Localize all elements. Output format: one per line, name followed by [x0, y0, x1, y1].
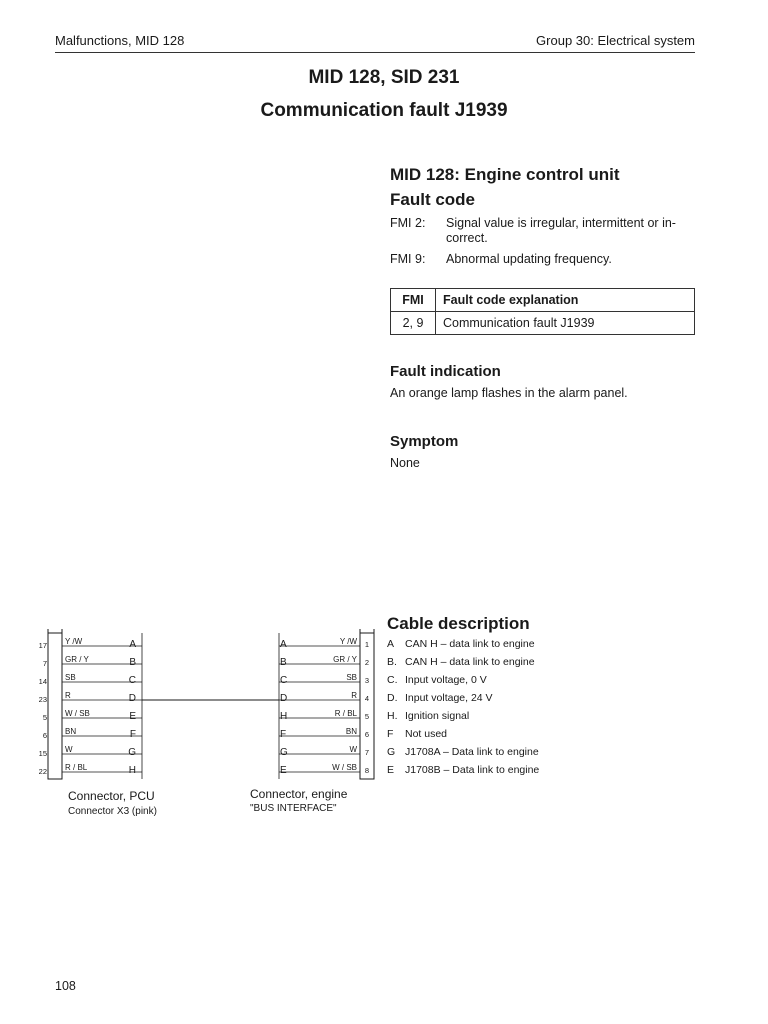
explanation-column-header: Fault code explanation: [436, 289, 695, 312]
cable-text: Input voltage, 24 V: [405, 692, 493, 704]
engine-wire-color: W: [349, 745, 357, 754]
engine-wire-color: BN: [345, 727, 357, 736]
fault-indication-text: An orange lamp flashes in the alarm panel.: [390, 386, 628, 400]
engine-pin-number: 3: [364, 676, 370, 685]
pcu-pin-number: 22: [38, 767, 47, 776]
list-item: [387, 761, 539, 779]
engine-wire-color: Y /W: [339, 637, 357, 646]
header-group-title: Group 30: Electrical system: [536, 33, 695, 48]
cable-letter: E: [387, 764, 395, 776]
engine-pin-letter: B: [280, 657, 287, 668]
list-item: [387, 707, 539, 725]
engine-connector-caption: Connector, engine: [250, 787, 348, 801]
engine-pin-letter: D: [280, 693, 288, 704]
pcu-wire-color: GR / Y: [65, 655, 89, 664]
cable-description-heading: Cable description: [387, 614, 530, 633]
engine-pin-letter: C: [280, 675, 288, 686]
list-item: [387, 689, 539, 707]
cable-text: CAN H – data link to engine: [405, 638, 535, 650]
pcu-pin-letter: E: [129, 711, 136, 722]
pcu-pin-letter: D: [128, 693, 136, 704]
cable-text: Not used: [405, 728, 448, 740]
pcu-pin-letter: G: [128, 747, 136, 758]
cable-letter: F: [387, 728, 394, 740]
pcu-pin-number: 17: [38, 641, 47, 650]
fault-indication-heading: Fault indication: [390, 363, 501, 380]
pcu-connector-caption: Connector, PCU: [68, 789, 155, 803]
fmi-column-header: FMI: [391, 289, 436, 312]
engine-pin-number: 7: [364, 748, 370, 757]
cable-text: J1708B – Data link to engine: [405, 764, 540, 776]
engine-pin-letter: E: [280, 765, 287, 776]
engine-wire-color: W / SB: [332, 763, 357, 772]
engine-pin-letter: F: [280, 729, 287, 740]
page-title: MID 128, SID 231: [308, 67, 460, 88]
engine-wire-color: R / BL: [334, 709, 357, 718]
fmi-cell: 2, 9: [391, 312, 436, 335]
header-section-title: Malfunctions, MID 128: [55, 33, 185, 48]
cable-text: Input voltage, 0 V: [405, 674, 487, 686]
fmi-2-code: FMI 2:: [390, 216, 426, 230]
pcu-pin-letter: C: [128, 675, 136, 686]
cable-letter: D.: [387, 692, 398, 704]
wiring-diagram: [0, 620, 390, 780]
pcu-wire-color: SB: [65, 673, 76, 682]
cable-letter: H.: [387, 710, 398, 722]
pcu-pin-number: 14: [38, 677, 47, 686]
engine-pin-number: 1: [364, 640, 370, 649]
fmi-2-text-line1: Signal value is irregular, intermittent or in-: [446, 216, 676, 230]
pcu-pin-number: 6: [42, 731, 47, 740]
cable-letter: C.: [387, 674, 398, 686]
cable-letter: G: [387, 746, 396, 758]
cable-description-list: [387, 635, 539, 779]
engine-pin-number: 8: [364, 766, 370, 775]
pcu-wire-color: R: [65, 691, 71, 700]
engine-pin-number: 2: [364, 658, 370, 667]
engine-wire-color: GR / Y: [333, 655, 357, 664]
list-item: [387, 725, 539, 743]
pcu-pin-number: 7: [42, 659, 47, 668]
fmi-2-text-line2: correct.: [446, 231, 488, 245]
pcu-pin-letter: B: [129, 657, 136, 668]
page-subtitle: Communication fault J1939: [260, 100, 508, 121]
pcu-wire-color: R / BL: [65, 763, 88, 772]
pcu-pin-letter: H: [128, 765, 136, 776]
pcu-connector-subcaption: Connector X3 (pink): [68, 806, 157, 817]
fmi-table-header: [391, 289, 695, 312]
symptom-heading: Symptom: [390, 433, 459, 450]
unit-heading: MID 128: Engine control unit: [390, 165, 620, 184]
list-item: [387, 671, 539, 689]
pcu-pin-letter: A: [129, 639, 136, 650]
cable-letter: B.: [387, 656, 397, 668]
engine-pin-letter: G: [280, 747, 288, 758]
pcu-wire-color: Y /W: [65, 637, 83, 646]
engine-pin-number: 6: [364, 730, 370, 739]
cable-text: CAN H – data link to engine: [405, 656, 535, 668]
pcu-wire-color: W / SB: [65, 709, 90, 718]
cable-letter: A: [387, 638, 395, 650]
pcu-wire-color: W: [65, 745, 73, 754]
table-row: [391, 312, 695, 335]
list-item: [387, 743, 539, 761]
pcu-pin-number: 5: [42, 713, 47, 722]
engine-pin-letter: A: [280, 639, 287, 650]
engine-connector-subcaption: "BUS INTERFACE": [250, 803, 337, 814]
fmi-9-text: Abnormal updating frequency.: [446, 252, 612, 266]
engine-wire-color: R: [351, 691, 357, 700]
engine-pin-number: 4: [364, 694, 370, 703]
engine-pin-letter: H: [280, 711, 288, 722]
engine-pin-block: [360, 633, 374, 779]
symptom-text: None: [390, 456, 420, 470]
pcu-pin-letter: F: [129, 729, 136, 740]
engine-wire-color: SB: [346, 673, 357, 682]
engine-pin-number: 5: [364, 712, 370, 721]
cable-text: Ignition signal: [405, 710, 470, 722]
pcu-pin-number: 23: [38, 695, 47, 704]
header-divider: [55, 52, 695, 53]
cable-text: J1708A – Data link to engine: [405, 746, 539, 758]
pcu-pin-number: 15: [38, 749, 47, 758]
page-number: 108: [55, 979, 76, 993]
list-item: [387, 653, 539, 671]
pcu-wire-color: BN: [65, 727, 77, 736]
fault-code-heading: Fault code: [390, 190, 476, 209]
list-item: [387, 635, 539, 653]
explanation-cell: Communication fault J1939: [436, 312, 695, 335]
fmi-9-code: FMI 9:: [390, 252, 426, 266]
pcu-pin-block: [48, 633, 62, 779]
fmi-table: [390, 288, 695, 335]
